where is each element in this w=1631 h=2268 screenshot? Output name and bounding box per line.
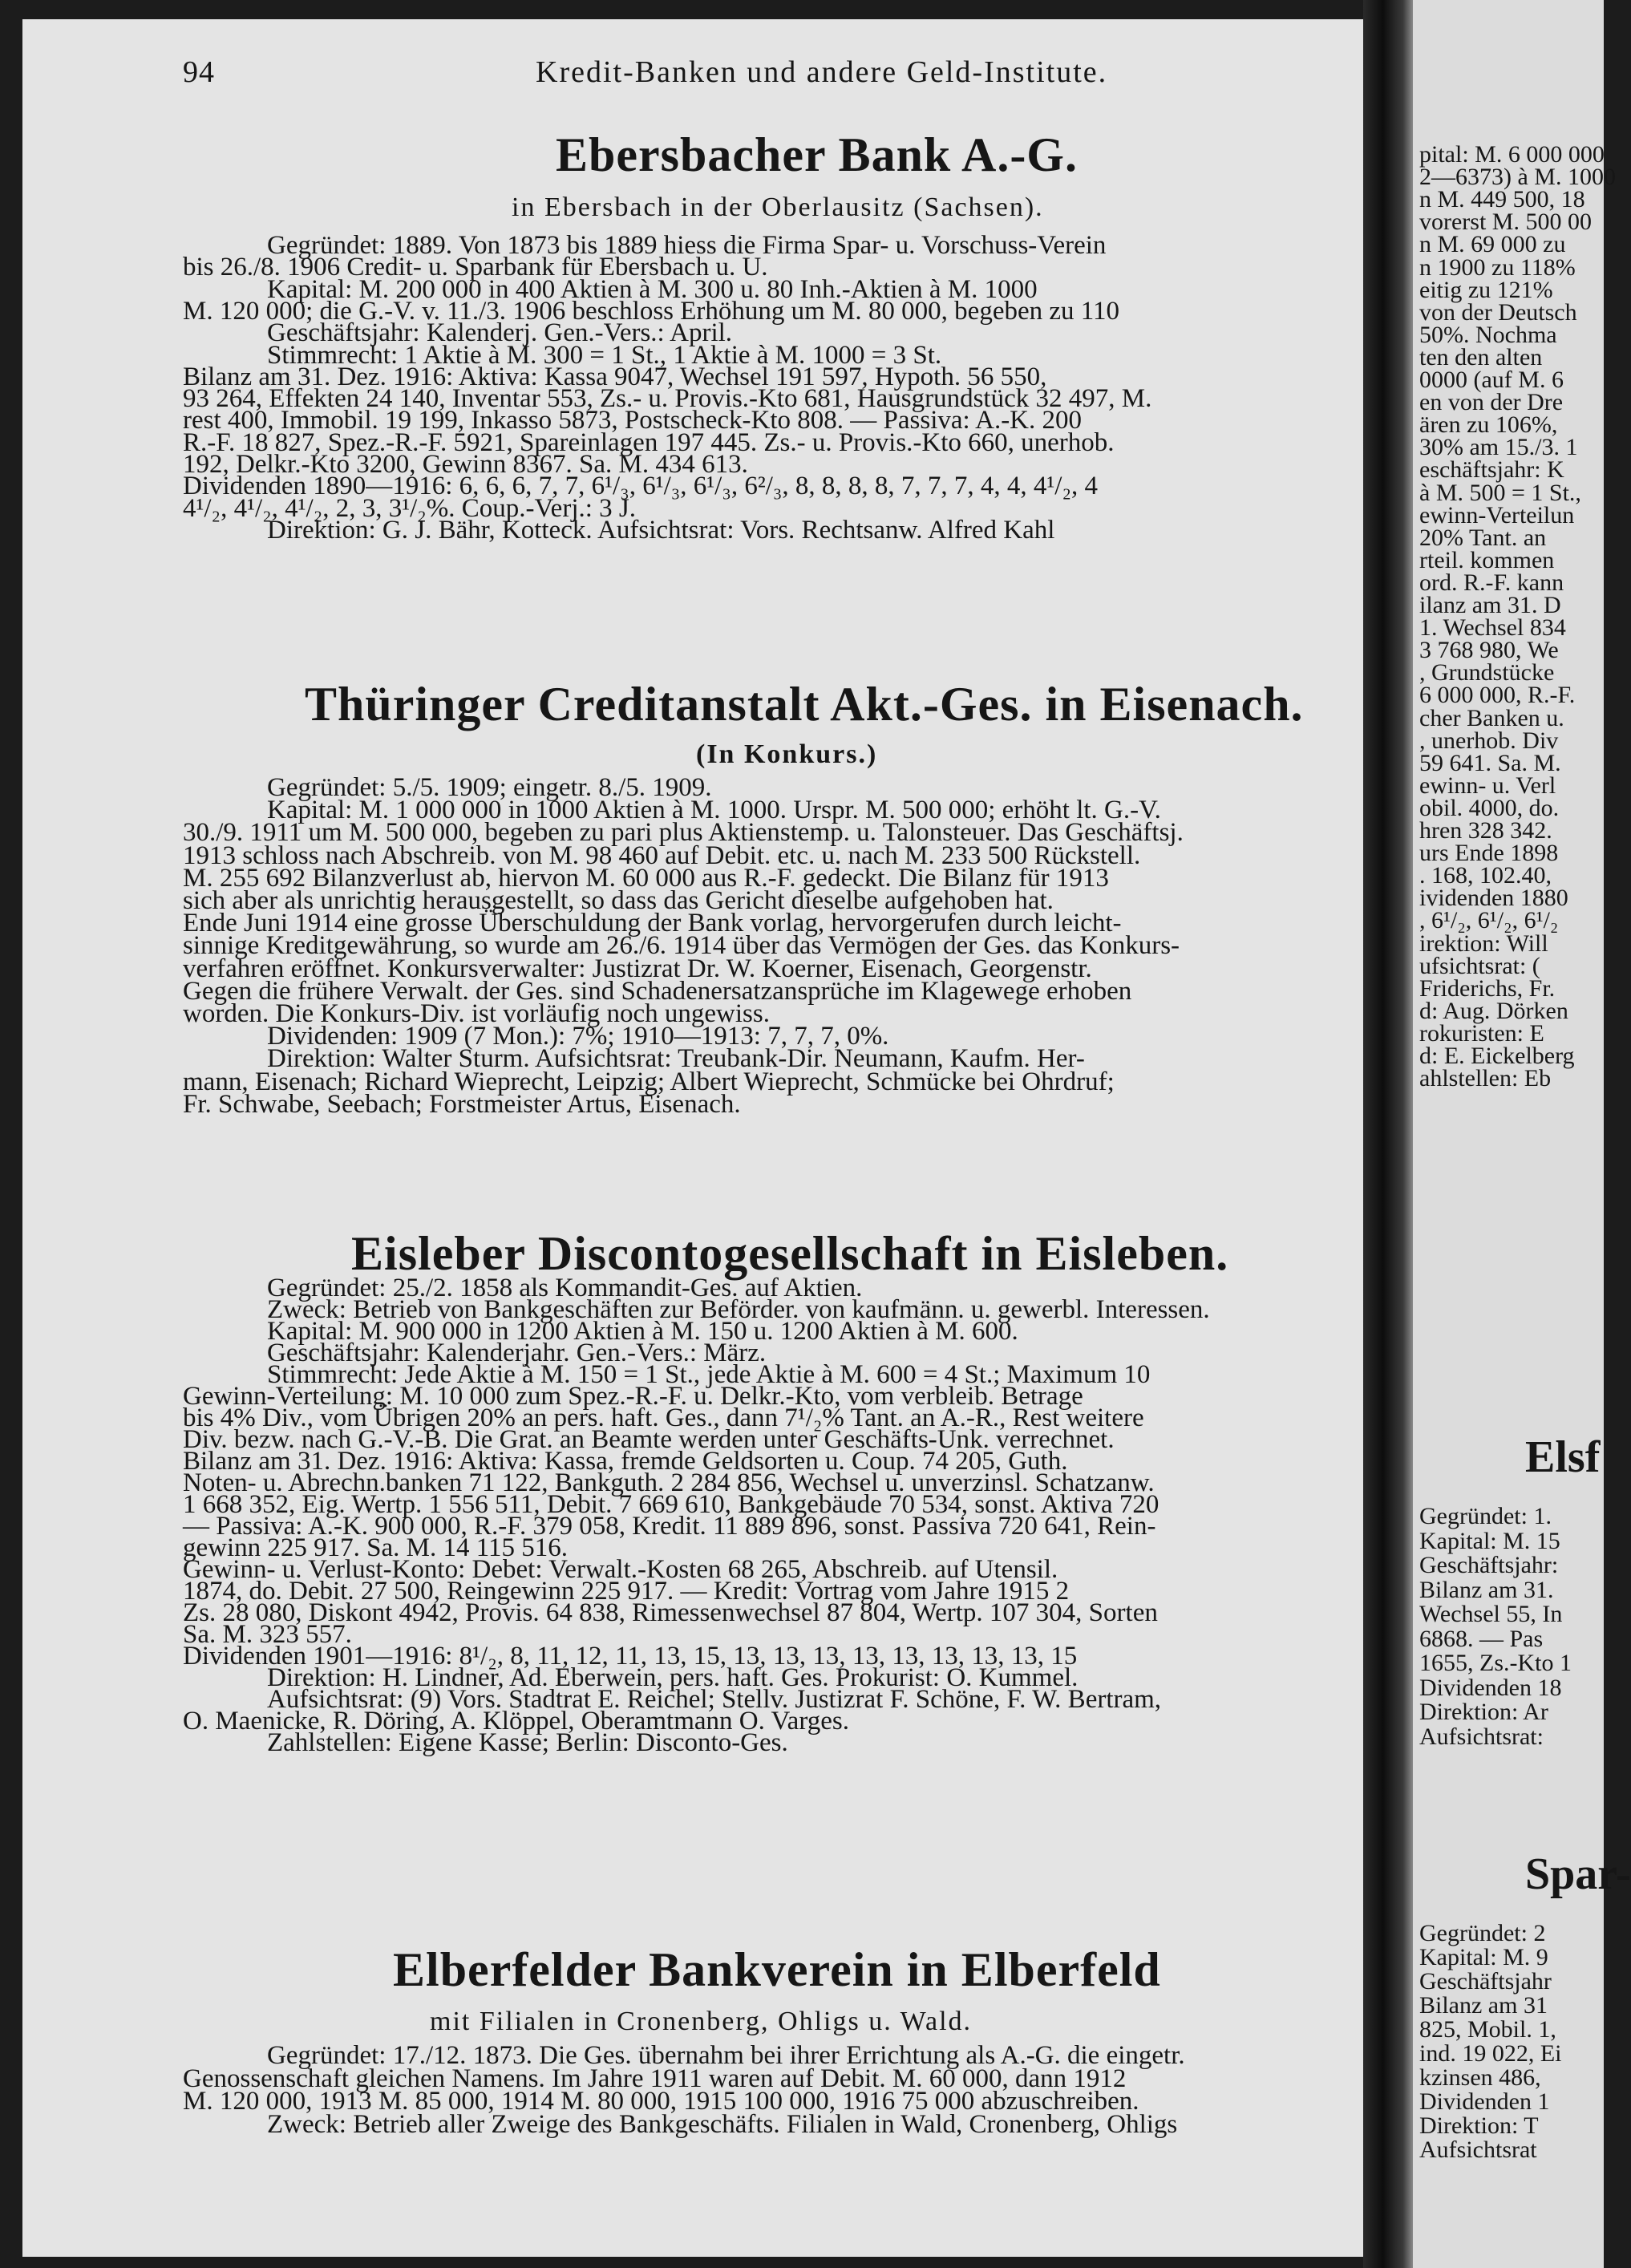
text-line: Direktion: Walter Sturm. Aufsichtsrat: Treubank-Dir. Neumann, Kaufm. Her- (267, 1044, 1085, 1074)
text-line: , Grundstücke (1419, 659, 1555, 686)
text-line: Genossenschaft gleichen Namens. Im Jahre 1911 waren auf Debit. M. 60 000, dann 1912 (183, 2063, 1127, 2093)
text-line: irektion: Will (1419, 929, 1548, 957)
text-line: hren 328 342. (1419, 817, 1552, 844)
text-line: Kapital: M. 900 000 in 1200 Aktien à M. 150 u. 1200 Aktien à M. 600. (267, 1317, 1018, 1346)
section-title: Elberfelder Bankverein in Elberfeld (393, 1943, 1161, 1996)
text-line: 6868. — Pas (1419, 1625, 1544, 1652)
text-line: M. 255 692 Bilanzverlust ab, hiervon M. 60 000 aus R.-F. gedeckt. Die Bilanz für 1913 (183, 863, 1109, 893)
text-line: 20% Tant. an (1419, 524, 1547, 551)
text-line: Geschäftsjahr: (1419, 1552, 1559, 1578)
page-number: 94 (183, 55, 215, 89)
text-line: n 1900 zu 118% (1419, 253, 1576, 281)
section-title: Ebersbacher Bank A.-G. (556, 128, 1078, 181)
text-line: kzinsen 486, (1419, 2064, 1541, 2091)
text-line: ten den alten (1419, 343, 1543, 371)
text-line: sich aber als unrichtig herausgestellt, so dass das Gericht dieselbe aufgehoben hat. (183, 886, 1054, 915)
text-line: en von der Dre (1419, 389, 1564, 416)
section-title: Thüringer Creditanstalt Akt.-Ges. in Eisenach. (305, 678, 1304, 731)
text-line: Gegen die frühere Verwalt. der Ges. sind Schadenersatzansprüche im Klagewege erhoben (183, 976, 1132, 1006)
text-line: Gegründet: 25./2. 1858 als Kommandit-Ges. auf Aktien. (267, 1274, 863, 1302)
text-line: Zweck: Betrieb von Bankgeschäften zur Beförder. von kaufmänn. u. gewerbl. Interessen. (267, 1295, 1210, 1324)
text-line: Zahlstellen: Eigene Kasse; Berlin: Disconto-Ges. (267, 1728, 788, 1757)
text-line: Kapital: M. 1 000 000 in 1000 Aktien à M. 1000. Urspr. M. 500 000; erhöht lt. G.-V. (267, 796, 1161, 825)
section-subtitle: (In Konkurs.) (696, 739, 878, 769)
text-line: ahlstellen: Eb (1419, 1065, 1552, 1092)
text-line: d: E. Eickelberg (1419, 1043, 1575, 1069)
text-line: 2—6373) à M. 1000 (1419, 164, 1616, 191)
text-line: rokuristen: E (1419, 1019, 1544, 1047)
text-line: ufsichtsrat: ( (1419, 952, 1540, 979)
text-line: von der Deutsch (1419, 298, 1577, 326)
text-line: Bilanz am 31. Dez. 1916: Aktiva: Kassa 9047, Wechsel 191 597, Hypoth. 56 550, (183, 362, 1047, 391)
text-line: eitig zu 121% (1419, 276, 1553, 303)
text-line: Ende Juni 1914 eine grosse Überschuldung der Bank vorlag, hervorgerufen durch leicht- (183, 909, 1122, 938)
text-line: mann, Eisenach; Richard Wieprecht, Leipzig; Albert Wieprecht, Schmücke bei Ohrdruf; (183, 1067, 1115, 1096)
text-line: n M. 449 500, 18 (1419, 186, 1585, 213)
text-line: d: Aug. Dörken (1419, 997, 1568, 1024)
text-line: Direktion: Ar (1419, 1699, 1548, 1725)
text-line: 825, Mobil. 1, (1419, 2016, 1556, 2043)
text-line: 1655, Zs.-Kto 1 (1419, 1650, 1572, 1676)
text-line: gewinn 225 917. Sa. M. 14 115 516. (183, 1533, 569, 1562)
text-line: à M. 500 = 1 St., (1419, 479, 1581, 506)
adjacent-page (1413, 0, 1631, 2268)
text-line: 0000 (auf M. 6 (1419, 367, 1564, 393)
text-line: eschäftsjahr: K (1419, 456, 1564, 484)
text-line: verfahren eröffnet. Konkursverwalter: Justizrat Dr. W. Koerner, Eisenach, Georgenstr. (183, 954, 1092, 983)
text-line: bis 26./8. 1906 Credit- u. Sparbank für Ebersbach u. U. (183, 253, 768, 282)
text-line: Div. bezw. nach G.-V.-B. Die Grat. an Beamte werden unter Geschäfts-Unk. verrechnet. (183, 1425, 1115, 1454)
text-line: rest 400, Immobil. 19 199, Inkasso 5873, Postscheck-Kto 808. — Passiva: A.-K. 200 (183, 406, 1083, 435)
text-line: Direktion: H. Lindner, Ad. Eberwein, pers. haft. Ges. Prokurist: O. Kummel. (267, 1663, 1079, 1692)
text-line: Dividenden: 1909 (7 Mon.): 7%; 1910—1913: 7, 7, 7, 0%. (267, 1022, 889, 1051)
text-line: vorerst M. 500 00 (1419, 209, 1592, 236)
text-line: ind. 19 022, Ei (1419, 2040, 1562, 2067)
text-line: worden. Die Konkurs-Div. ist vorläufig noch ungewiss. (183, 999, 770, 1028)
text-line: Direktion: G. J. Bähr, Kotteck. Aufsichtsrat: Vors. Rechtsanw. Alfred Kahl (267, 515, 1055, 545)
text-line: urs Ende 1898 (1419, 840, 1559, 867)
text-line: Gewinn-Verteilung: M. 10 000 zum Spez.-R.-F. u. Delkr.-Kto, vom verbleib. Betrage (183, 1382, 1083, 1411)
running-head: Kredit-Banken und andere Geld-Institute. (536, 55, 1108, 89)
text-line: pital: M. 6 000 000 (1419, 141, 1605, 168)
text-line: Direktion: T (1419, 2112, 1539, 2139)
text-line: Sa. M. 323 557. (183, 1620, 352, 1649)
text-line: Bilanz am 31. (1419, 1576, 1554, 1603)
text-line: Friderichs, Fr. (1419, 974, 1556, 1002)
text-line: Fr. Schwabe, Seebach; Forstmeister Artus, Eisenach. (183, 1089, 741, 1119)
text-line: Geschäftsjahr (1419, 1968, 1552, 1995)
section-title: Spar- (1525, 1849, 1631, 1899)
text-line: M. 120 000; die G.-V. v. 11./3. 1906 beschloss Erhöhung um M. 80 000, begeben zu 110 (183, 296, 1120, 326)
text-line: 192, Delkr.-Kto 3200, Gewinn 8367. Sa. M. 434 613. (183, 450, 748, 479)
text-line: Gegründet: 1889. Von 1873 bis 1889 hiess die Firma Spar- u. Vorschuss-Verein (267, 231, 1107, 260)
text-line: bis 4% Div., vom Übrigen 20% an pers. haft. Ges., dann 7¹/₂% Tant. an A.-R., Rest weitere (183, 1403, 1144, 1432)
text-line: Zweck: Betrieb aller Zweige des Bankgeschäfts. Filialen in Wald, Cronenberg, Ohligs (267, 2109, 1178, 2139)
text-line: Stimmrecht: Jede Aktie à M. 150 = 1 St., jede Aktie à M. 600 = 4 St.; Maximum 10 (267, 1360, 1151, 1389)
text-line: Kapital: M. 200 000 in 400 Aktien à M. 300 u. 80 Inh.-Aktien à M. 1000 (267, 274, 1038, 304)
text-line: Stimmrecht: 1 Aktie à M. 300 = 1 St., 1 Aktie à M. 1000 = 3 St. (267, 340, 942, 370)
text-line: Aufsichtsrat: (1419, 1723, 1544, 1750)
text-line: Dividenden 18 (1419, 1674, 1562, 1701)
text-line: Wechsel 55, In (1419, 1601, 1563, 1627)
text-line: Bilanz am 31. Dez. 1916: Aktiva: Kassa, fremde Geldsorten u. Coup. 74 205, Guth. (183, 1447, 1068, 1476)
text-line: ilanz am 31. D (1419, 592, 1561, 618)
section-subtitle: mit Filialen in Cronenberg, Ohligs u. Wald. (430, 2007, 973, 2036)
text-line: 1874, do. Debit. 27 500, Reingewinn 225 917. — Kredit: Vortrag vom Jahre 1915 2 (183, 1577, 1070, 1606)
text-line: Noten- u. Abrechn.banken 71 122, Bankguth. 2 284 856, Wechsel u. unverzinsl. Schatzanw. (183, 1468, 1155, 1497)
text-line: — Passiva: A.-K. 900 000, R.-F. 379 058, Kredit. 11 889 896, sonst. Passiva 720 641, Rein- (183, 1512, 1156, 1541)
text-line: Geschäftsjahr: Kalenderjahr. Gen.-Vers.: März. (267, 1339, 767, 1367)
text-line: Dividenden 1901—1916: 8¹/₂, 8, 11, 12, 11, 13, 15, 13, 13, 13, 13, 13, 13, 13, 13, 15 (183, 1642, 1078, 1671)
text-line: Dividenden 1 (1419, 2088, 1550, 2115)
section-title: Elsf (1525, 1432, 1601, 1482)
text-line: 4¹/₂, 4¹/₂, 4¹/₂, 2, 3, 3¹/₂%. Coup.-Verj.: 3 J. (183, 493, 636, 523)
text-line: Dividenden 1890—1916: 6, 6, 6, 7, 7, 6¹/₃, 6¹/₃, 6¹/₃, 6²/₃, 8, 8, 8, 8, 7, 7, 7, 4, 4, 4¹/₂, 4 (183, 472, 1098, 501)
text-line: 93 264, Effekten 24 140, Inventar 553, Zs.- u. Provis.-Kto 681, Hausgrundstück 32 497, M. (183, 384, 1152, 414)
text-line: n M. 69 000 zu (1419, 231, 1566, 258)
text-line: sinnige Kreditgewährung, so wurde am 26./6. 1914 über das Vermögen der Ges. das Konkurs- (183, 931, 1180, 961)
text-line: M. 120 000, 1913 M. 85 000, 1914 M. 80 000, 1915 100 000, 1916 75 000 abzuschreiben. (183, 2087, 1139, 2116)
text-line: Gegründet: 5./5. 1909; eingetr. 8./5. 1909. (267, 773, 712, 802)
text-line: Kapital: M. 15 (1419, 1527, 1560, 1554)
text-line: 30% am 15./3. 1 (1419, 434, 1578, 461)
text-line: obil. 4000, do. (1419, 794, 1560, 821)
text-line: Bilanz am 31 (1419, 1992, 1548, 2019)
text-line: 30./9. 1911 um M. 500 000, begeben zu pari plus Aktienstemp. u. Talonsteuer. Das Geschäftsj. (183, 818, 1184, 848)
text-line: Zs. 28 080, Diskont 4942, Provis. 64 838, Rimessenwechsel 87 804, Wertp. 107 304, Sorten (183, 1598, 1158, 1627)
text-line: Kapital: M. 9 (1419, 1944, 1548, 1970)
text-line: ewinn-Verteilun (1419, 501, 1575, 529)
text-line: . 168, 102.40, (1419, 862, 1552, 889)
text-line: R.-F. 18 827, Spez.-R.-F. 5921, Spareinlagen 197 445. Zs.- u. Provis.-Kto 660, unerhob. (183, 427, 1115, 457)
text-line: Gegründet: 1. (1419, 1503, 1552, 1529)
text-line: Geschäftsjahr: Kalenderj. Gen.-Vers.: April. (267, 318, 733, 348)
text-line: rteil. kommen (1419, 546, 1555, 573)
text-line: ewinn- u. Verl (1419, 772, 1556, 799)
text-line: O. Maenicke, R. Döring, A. Klöppel, Oberamtmann O. Varges. (183, 1707, 849, 1735)
text-line: 6 000 000, R.-F. (1419, 682, 1576, 709)
text-line: , 6¹/₂, 6¹/₂, 6¹/₂ (1419, 907, 1559, 934)
text-line: , unerhob. Div (1419, 727, 1559, 754)
text-line: 1 668 352, Eig. Wertp. 1 556 511, Debit. 7 669 610, Bankgebäude 70 534, sonst. Aktiva 720 (183, 1490, 1160, 1519)
text-line: ord. R.-F. kann (1419, 569, 1564, 596)
text-line: 3 768 980, We (1419, 637, 1559, 664)
text-line: Aufsichtsrat (1419, 2136, 1537, 2163)
text-line: 1. Wechsel 834 (1419, 614, 1566, 642)
text-line: 59 641. Sa. M. (1419, 749, 1561, 776)
text-line: 50%. Nochma (1419, 321, 1557, 348)
section-title: Eisleber Discontogesellschaft in Eisleben. (351, 1227, 1229, 1280)
section-subtitle: in Ebersbach in der Oberlausitz (Sachsen). (512, 192, 1044, 222)
book-page (22, 19, 1363, 2257)
text-line: ividenden 1880 (1419, 885, 1568, 912)
text-line: Aufsichtsrat: (9) Vors. Stadtrat E. Reichel; Stellv. Justizrat F. Schöne, F. W. Bertram, (267, 1685, 1162, 1714)
text-line: Gegründet: 2 (1419, 1920, 1546, 1946)
text-line: Gegründet: 17./12. 1873. Die Ges. übernahm bei ihrer Errichtung als A.-G. die eingetr. (267, 2041, 1185, 2070)
book-spine (1363, 0, 1413, 2268)
text-line: Gewinn- u. Verlust-Konto: Debet: Verwalt.-Kosten 68 265, Abschreib. auf Utensil. (183, 1555, 1058, 1584)
text-line: ären zu 106%, (1419, 411, 1558, 439)
text-line: cher Banken u. (1419, 704, 1564, 731)
text-line: 1913 schloss nach Abschreib. von M. 98 460 auf Debit. etc. u. nach M. 233 500 Rückstell. (183, 840, 1141, 870)
